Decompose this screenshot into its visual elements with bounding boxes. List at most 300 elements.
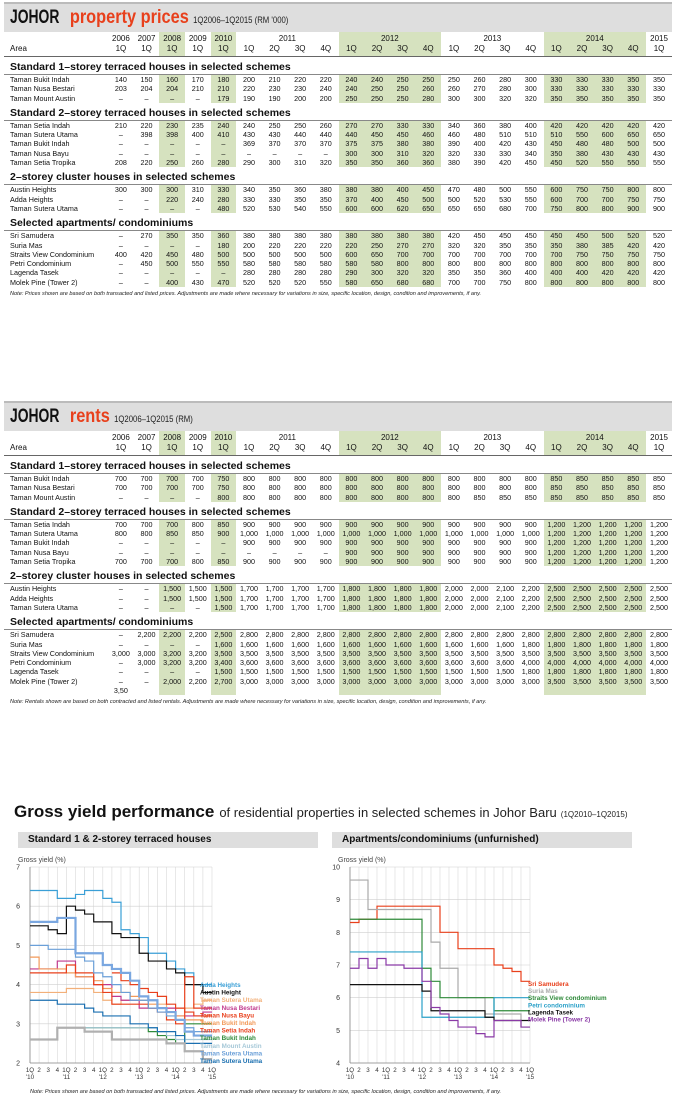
table-cell: 1,200: [620, 548, 646, 557]
legend-label: Taman Mount Austin: [200, 1042, 262, 1050]
x-tick-label: 3: [438, 1067, 442, 1074]
table-row: [4, 603, 672, 612]
x-tick-label: 1Q: [171, 1067, 180, 1074]
table-cell: 800: [191, 557, 204, 567]
scheme-name: Taman Sutera Utama: [10, 529, 78, 539]
table-cell: 520: [242, 203, 255, 213]
table-cell: 520: [569, 158, 595, 167]
table-cell: 2,200: [521, 602, 540, 612]
table-cell: –: [195, 602, 200, 612]
table-cell: 850: [211, 519, 237, 529]
table-cell: 210: [211, 84, 237, 93]
x-tick-label: 4: [128, 1067, 132, 1074]
table-cell: 800: [447, 474, 460, 483]
scheme-name: Taman Bukit Indah: [10, 75, 70, 84]
table-cell: 2,800: [265, 630, 284, 640]
rents-title-johor: JOHOR: [10, 406, 60, 427]
table-cell: 2,800: [620, 630, 646, 640]
table-cell: 2,000: [444, 602, 463, 612]
table-cell: 1,800: [339, 603, 365, 612]
table-cell: –: [195, 547, 200, 557]
y-tick-label: 6: [16, 903, 20, 911]
table-cell: –: [211, 149, 237, 158]
table-cell: –: [195, 240, 200, 250]
table-cell: 550: [211, 259, 237, 268]
table-cell: 3,500: [569, 649, 595, 658]
legend-label: Taman Bukit Indah: [200, 1020, 256, 1027]
table-cell: 260: [191, 158, 204, 168]
prices-table: [4, 32, 672, 287]
table-cell: 380: [390, 139, 416, 148]
table-cell: 330: [268, 194, 281, 204]
table-cell: –: [118, 194, 123, 204]
table-cell: 500: [211, 250, 237, 259]
table-cell: 1,600: [316, 639, 335, 649]
quarter-header: 2Q: [569, 44, 595, 57]
legend-label: Taman Nusa Bestari: [200, 1004, 261, 1012]
table-cell: 360: [211, 231, 237, 241]
table-cell: 800: [620, 278, 646, 287]
table-cell: 230: [159, 120, 185, 130]
table-cell: 1,000: [470, 529, 489, 539]
table-cell: 3,50: [113, 686, 128, 696]
table-cell: 160: [159, 75, 185, 85]
table-cell: 3,000: [470, 676, 489, 686]
table-cell: 1,200: [650, 538, 669, 548]
table-cell: 350: [544, 149, 570, 158]
gross-yield-heading: [14, 802, 674, 822]
table-cell: 850: [524, 492, 537, 502]
scheme-name: Straits View Condominium: [10, 648, 95, 658]
year-header: 2011: [278, 34, 296, 43]
table-cell: 420: [595, 120, 621, 130]
table-cell: 700: [390, 250, 416, 259]
table-cell: 360: [294, 185, 307, 195]
table-cell: 3,600: [239, 658, 258, 668]
table-cell: 3,600: [390, 658, 416, 667]
table-cell: –: [118, 667, 123, 677]
table-cell: 1,700: [291, 593, 310, 603]
table-cell: 320: [499, 93, 512, 103]
table-cell: 3,600: [470, 658, 489, 668]
table-cell: –: [118, 602, 123, 612]
table-cell: 370: [339, 195, 365, 204]
table-cell: –: [159, 149, 185, 158]
table-cell: 650: [653, 130, 666, 140]
gross-yield-footnote: Note: Prices shown are based on both transacted and listed prices. Adjustments are made where necessary for variations in size, specific location, design, condition and improvements, if any.: [30, 1089, 502, 1095]
table-cell: 900: [499, 557, 512, 567]
table-cell: 200: [294, 93, 307, 103]
table-cell: 700: [473, 249, 486, 259]
table-cell: 800: [242, 492, 255, 502]
table-cell: 600: [364, 204, 390, 213]
table-cell: 1,800: [569, 640, 595, 649]
table-cell: 280: [499, 84, 512, 94]
year-header: 2015: [650, 433, 668, 442]
table-cell: 400: [364, 195, 390, 204]
table-cell: 3,000: [239, 676, 258, 686]
table-cell: 800: [569, 204, 595, 213]
scheme-name: Sri Samudera: [10, 231, 54, 241]
table-cell: 220: [242, 84, 255, 94]
table-cell: 800: [319, 474, 332, 483]
table-cell: –: [144, 584, 149, 594]
scheme-name: Taman Sutera Utama: [10, 203, 78, 213]
rents-subtitle: 1Q2006–1Q2015 (RM): [114, 414, 193, 424]
quarter-header: 1Q: [236, 44, 262, 57]
table-cell: 235: [191, 120, 204, 130]
table-cell: 700: [114, 483, 127, 493]
table-cell: 440: [339, 130, 365, 139]
table-cell: 250: [415, 75, 441, 85]
x-year-label: '10: [345, 1074, 355, 1081]
table-cell: [492, 686, 518, 695]
table-cell: 320: [447, 148, 460, 158]
table-cell: 420: [140, 249, 153, 259]
table-cell: 450: [524, 231, 537, 241]
table-cell: 800: [499, 483, 512, 493]
table-cell: 900: [415, 538, 441, 547]
prices-subtitle: 1Q2006–1Q2015 (RM '000): [193, 15, 289, 25]
table-cell: 375: [364, 139, 390, 148]
table-cell: 2,200: [137, 630, 156, 640]
quarter-header: 1Q: [108, 443, 134, 456]
table-cell: –: [195, 139, 200, 149]
table-cell: 2,800: [444, 630, 463, 640]
table-cell: 240: [191, 194, 204, 204]
table-cell: 310: [390, 149, 416, 158]
table-cell: [646, 686, 672, 695]
table-cell: 800: [140, 529, 153, 539]
table-cell: 850: [653, 474, 666, 483]
table-cell: 1,500: [159, 584, 185, 594]
table-cell: –: [159, 493, 185, 502]
table-cell: –: [195, 203, 200, 213]
table-cell: 280: [294, 268, 307, 278]
table-cell: 3,000: [316, 676, 335, 686]
table-cell: –: [159, 241, 185, 250]
table-cell: –: [211, 139, 237, 148]
rents-section: [4, 401, 672, 709]
table-cell: 1,800: [595, 640, 621, 649]
legend-label: Sri Samudera: [528, 981, 569, 988]
table-cell: 500: [415, 195, 441, 204]
table-cell: –: [323, 547, 328, 557]
table-cell: 450: [473, 231, 486, 241]
table-cell: 550: [524, 185, 537, 195]
scheme-name: Taman Mount Austin: [10, 492, 76, 502]
x-tick-label: 1Q: [345, 1067, 355, 1074]
table-cell: 800: [653, 277, 666, 287]
table-cell: 390: [447, 139, 460, 149]
category-row: [4, 566, 672, 584]
category-title: Standard 2–storey terraced houses in selected schemes: [4, 103, 672, 121]
x-tick-label: 1Q: [525, 1067, 535, 1074]
scheme-name: Taman Nusa Bayu: [10, 148, 69, 158]
table-cell: 380: [499, 120, 512, 130]
table-cell: –: [195, 148, 200, 158]
table-cell: 450: [569, 231, 595, 241]
table-cell: 1,800: [595, 667, 621, 676]
table-cell: 420: [653, 120, 666, 130]
table-cell: 800: [211, 493, 237, 502]
table-cell: 470: [447, 185, 460, 195]
quarter-header: 3Q: [287, 44, 313, 57]
table-cell: 1,000: [265, 529, 284, 539]
table-cell: 900: [415, 519, 441, 529]
table-cell: 3,400: [211, 658, 237, 667]
scheme-name: Petri Condominium: [10, 259, 72, 269]
table-cell: 750: [620, 195, 646, 204]
table-cell: 850: [653, 483, 666, 493]
table-cell: –: [118, 593, 123, 603]
table-cell: 450: [390, 195, 416, 204]
quarter-header: 2Q: [364, 44, 390, 57]
table-cell: 700: [140, 483, 153, 493]
table-cell: 540: [294, 203, 307, 213]
year-header: 2008: [159, 32, 185, 44]
table-cell: 420: [569, 120, 595, 130]
table-cell: 1,200: [620, 529, 646, 538]
table-cell: 203: [114, 84, 127, 94]
table-cell: 240: [319, 84, 332, 94]
table-cell: 750: [653, 194, 666, 204]
table-cell: 3,000: [496, 676, 515, 686]
table-cell: 1,200: [595, 548, 621, 557]
table-row: [4, 278, 672, 287]
scheme-name: Sri Samudera: [10, 630, 54, 640]
table-cell: –: [323, 148, 328, 158]
table-cell: 3,000: [265, 676, 284, 686]
table-cell: 900: [473, 547, 486, 557]
year-header: 2013: [483, 433, 502, 442]
table-cell: 480: [191, 249, 204, 259]
scheme-name: Taman Nusa Bestari: [10, 483, 75, 493]
table-cell: 250: [268, 120, 281, 130]
quarter-header: 2Q: [262, 44, 288, 57]
table-cell: 330: [569, 75, 595, 85]
year-header: 2014: [544, 32, 646, 44]
category-row: [4, 213, 672, 231]
scheme-name: Taman Sutera Utama: [10, 602, 78, 612]
table-cell: 800: [390, 474, 416, 484]
table-cell: 700: [159, 483, 185, 492]
table-cell: –: [211, 548, 237, 557]
x-year-label: '13: [453, 1074, 463, 1081]
year-header: 2010: [211, 431, 237, 443]
year-header: 2012: [339, 32, 441, 44]
scheme-name: Molek Pine (Tower 2): [10, 676, 78, 686]
table-cell: [236, 686, 262, 695]
table-cell: –: [118, 148, 123, 158]
x-year-label: '15: [207, 1074, 217, 1081]
table-cell: 2,000: [444, 584, 463, 594]
table-cell: 1,200: [544, 548, 570, 557]
table-cell: –: [195, 93, 200, 103]
table-cell: 900: [294, 538, 307, 548]
table-row: [4, 84, 672, 93]
table-cell: 3,500: [620, 649, 646, 658]
x-tick-label: 3: [82, 1067, 87, 1074]
table-cell: –: [118, 658, 123, 668]
table-cell: –: [246, 148, 251, 158]
table-cell: 900: [524, 538, 537, 548]
table-cell: 1,000: [415, 529, 441, 538]
table-cell: 330: [620, 84, 646, 93]
table-cell: 320: [390, 268, 416, 277]
scheme-name: Lagenda Tasek: [10, 667, 59, 677]
table-cell: 360: [473, 120, 486, 130]
table-cell: 2,800: [521, 630, 540, 640]
table-cell: 350: [544, 241, 570, 250]
table-cell: 360: [499, 268, 512, 278]
y-tick-label: 8: [336, 929, 340, 937]
year-header: 2006: [112, 433, 130, 442]
table-cell: 800: [569, 278, 595, 287]
table-cell: 800: [415, 493, 441, 502]
table-cell: 2,500: [650, 593, 669, 603]
x-year-label: '12: [417, 1074, 427, 1081]
table-cell: 1,500: [239, 667, 258, 677]
table-cell: –: [118, 492, 123, 502]
table-cell: –: [159, 94, 185, 103]
table-cell: 360: [390, 158, 416, 167]
table-cell: 850: [569, 474, 595, 484]
year-header: 2015: [650, 34, 668, 43]
quarter-header: 4Q: [518, 443, 544, 456]
x-tick-label: 2: [393, 1067, 397, 1074]
table-cell: 290: [242, 158, 255, 168]
scheme-name: Taman Setia Indah: [10, 519, 70, 529]
table-cell: 3,500: [211, 649, 237, 658]
table-cell: 3,000: [444, 676, 463, 686]
table-cell: 1,500: [188, 593, 207, 603]
table-cell: 2,500: [569, 584, 595, 594]
table-cell: 520: [294, 277, 307, 287]
table-cell: 220: [140, 120, 153, 130]
table-cell: 1,500: [211, 594, 237, 603]
table-cell: 550: [569, 130, 595, 139]
table-cell: –: [159, 268, 185, 277]
x-tick-label: 3: [119, 1067, 123, 1074]
table-cell: –: [144, 676, 149, 686]
table-cell: [262, 686, 288, 695]
table-cell: 2,800: [544, 630, 570, 640]
table-cell: 550: [595, 158, 621, 167]
table-cell: 900: [364, 557, 390, 566]
table-cell: [159, 686, 185, 695]
quarter-header: 3Q: [595, 44, 621, 57]
table-cell: 750: [544, 204, 570, 213]
table-cell: 350: [294, 194, 307, 204]
table-cell: 750: [595, 250, 621, 259]
table-cell: 380: [569, 241, 595, 250]
table-cell: 850: [159, 529, 185, 538]
table-cell: 300: [364, 149, 390, 158]
gross-yield-title: Gross yield performance: [14, 802, 215, 821]
table-cell: 1,000: [316, 529, 335, 539]
table-cell: 1,800: [339, 594, 365, 603]
table-cell: 700: [159, 474, 185, 484]
table-cell: –: [246, 547, 251, 557]
table-cell: 1,000: [521, 529, 540, 539]
x-tick-label: 2: [357, 1067, 361, 1074]
table-cell: 300: [524, 84, 537, 94]
table-cell: 600: [544, 195, 570, 204]
table-cell: 3,600: [291, 658, 310, 668]
table-cell: 420: [595, 268, 621, 277]
table-cell: 460: [415, 130, 441, 139]
table-cell: 3,600: [364, 658, 390, 667]
quarter-header: 1Q: [339, 44, 365, 57]
table-cell: 800: [544, 259, 570, 268]
table-cell: 700: [447, 277, 460, 287]
table-cell: 380: [294, 231, 307, 241]
scheme-name: Taman Setia Tropika: [10, 557, 76, 567]
table-cell: 3,500: [569, 677, 595, 686]
table-cell: 210: [114, 120, 127, 130]
table-cell: –: [118, 676, 123, 686]
table-cell: 3,500: [239, 648, 258, 658]
table-cell: 800: [447, 259, 460, 269]
table-cell: 1,500: [211, 584, 237, 594]
table-cell: [441, 686, 467, 695]
table-cell: [415, 686, 441, 695]
table-cell: 580: [319, 259, 332, 269]
table-cell: 2,200: [188, 630, 207, 640]
table-cell: 250: [294, 120, 307, 130]
table-cell: 430: [242, 130, 255, 140]
table-cell: 1,200: [544, 529, 570, 538]
y-tick-label: 5: [336, 1027, 340, 1035]
table-cell: 2,000: [159, 677, 185, 686]
table-cell: 340: [524, 148, 537, 158]
table-cell: 750: [211, 474, 237, 484]
x-tick-label: 3: [510, 1067, 514, 1074]
table-cell: 700: [114, 519, 127, 529]
table-cell: 800: [447, 483, 460, 493]
table-cell: 700: [524, 203, 537, 213]
table-cell: 800: [364, 483, 390, 492]
scheme-name: Lagenda Tasek: [10, 268, 59, 278]
table-cell: 2,800: [496, 630, 515, 640]
table-cell: [569, 686, 595, 695]
table-cell: 375: [339, 139, 365, 148]
table-cell: 850: [569, 483, 595, 492]
table-cell: 2,100: [496, 593, 515, 603]
table-cell: [134, 686, 160, 695]
table-cell: 800: [415, 474, 441, 484]
table-cell: 2,500: [620, 594, 646, 603]
table-cell: 3,600: [265, 658, 284, 668]
table-cell: 4,000: [595, 658, 621, 667]
table-cell: 900: [447, 519, 460, 529]
table-cell: 250: [159, 158, 185, 167]
table-cell: 520: [620, 231, 646, 241]
table-cell: 2,500: [595, 603, 621, 612]
table-row: [4, 519, 672, 529]
prices-title-johor: JOHOR: [10, 7, 60, 28]
table-cell: 4,000: [521, 658, 540, 668]
quarter-header: 4Q: [518, 44, 544, 57]
table-cell: 800: [524, 483, 537, 493]
table-cell: 300: [159, 185, 185, 195]
table-cell: 550: [191, 259, 204, 269]
table-cell: 280: [319, 268, 332, 278]
table-cell: 3,500: [444, 648, 463, 658]
table-row: [4, 204, 672, 213]
x-tick-label: 4: [91, 1067, 96, 1074]
